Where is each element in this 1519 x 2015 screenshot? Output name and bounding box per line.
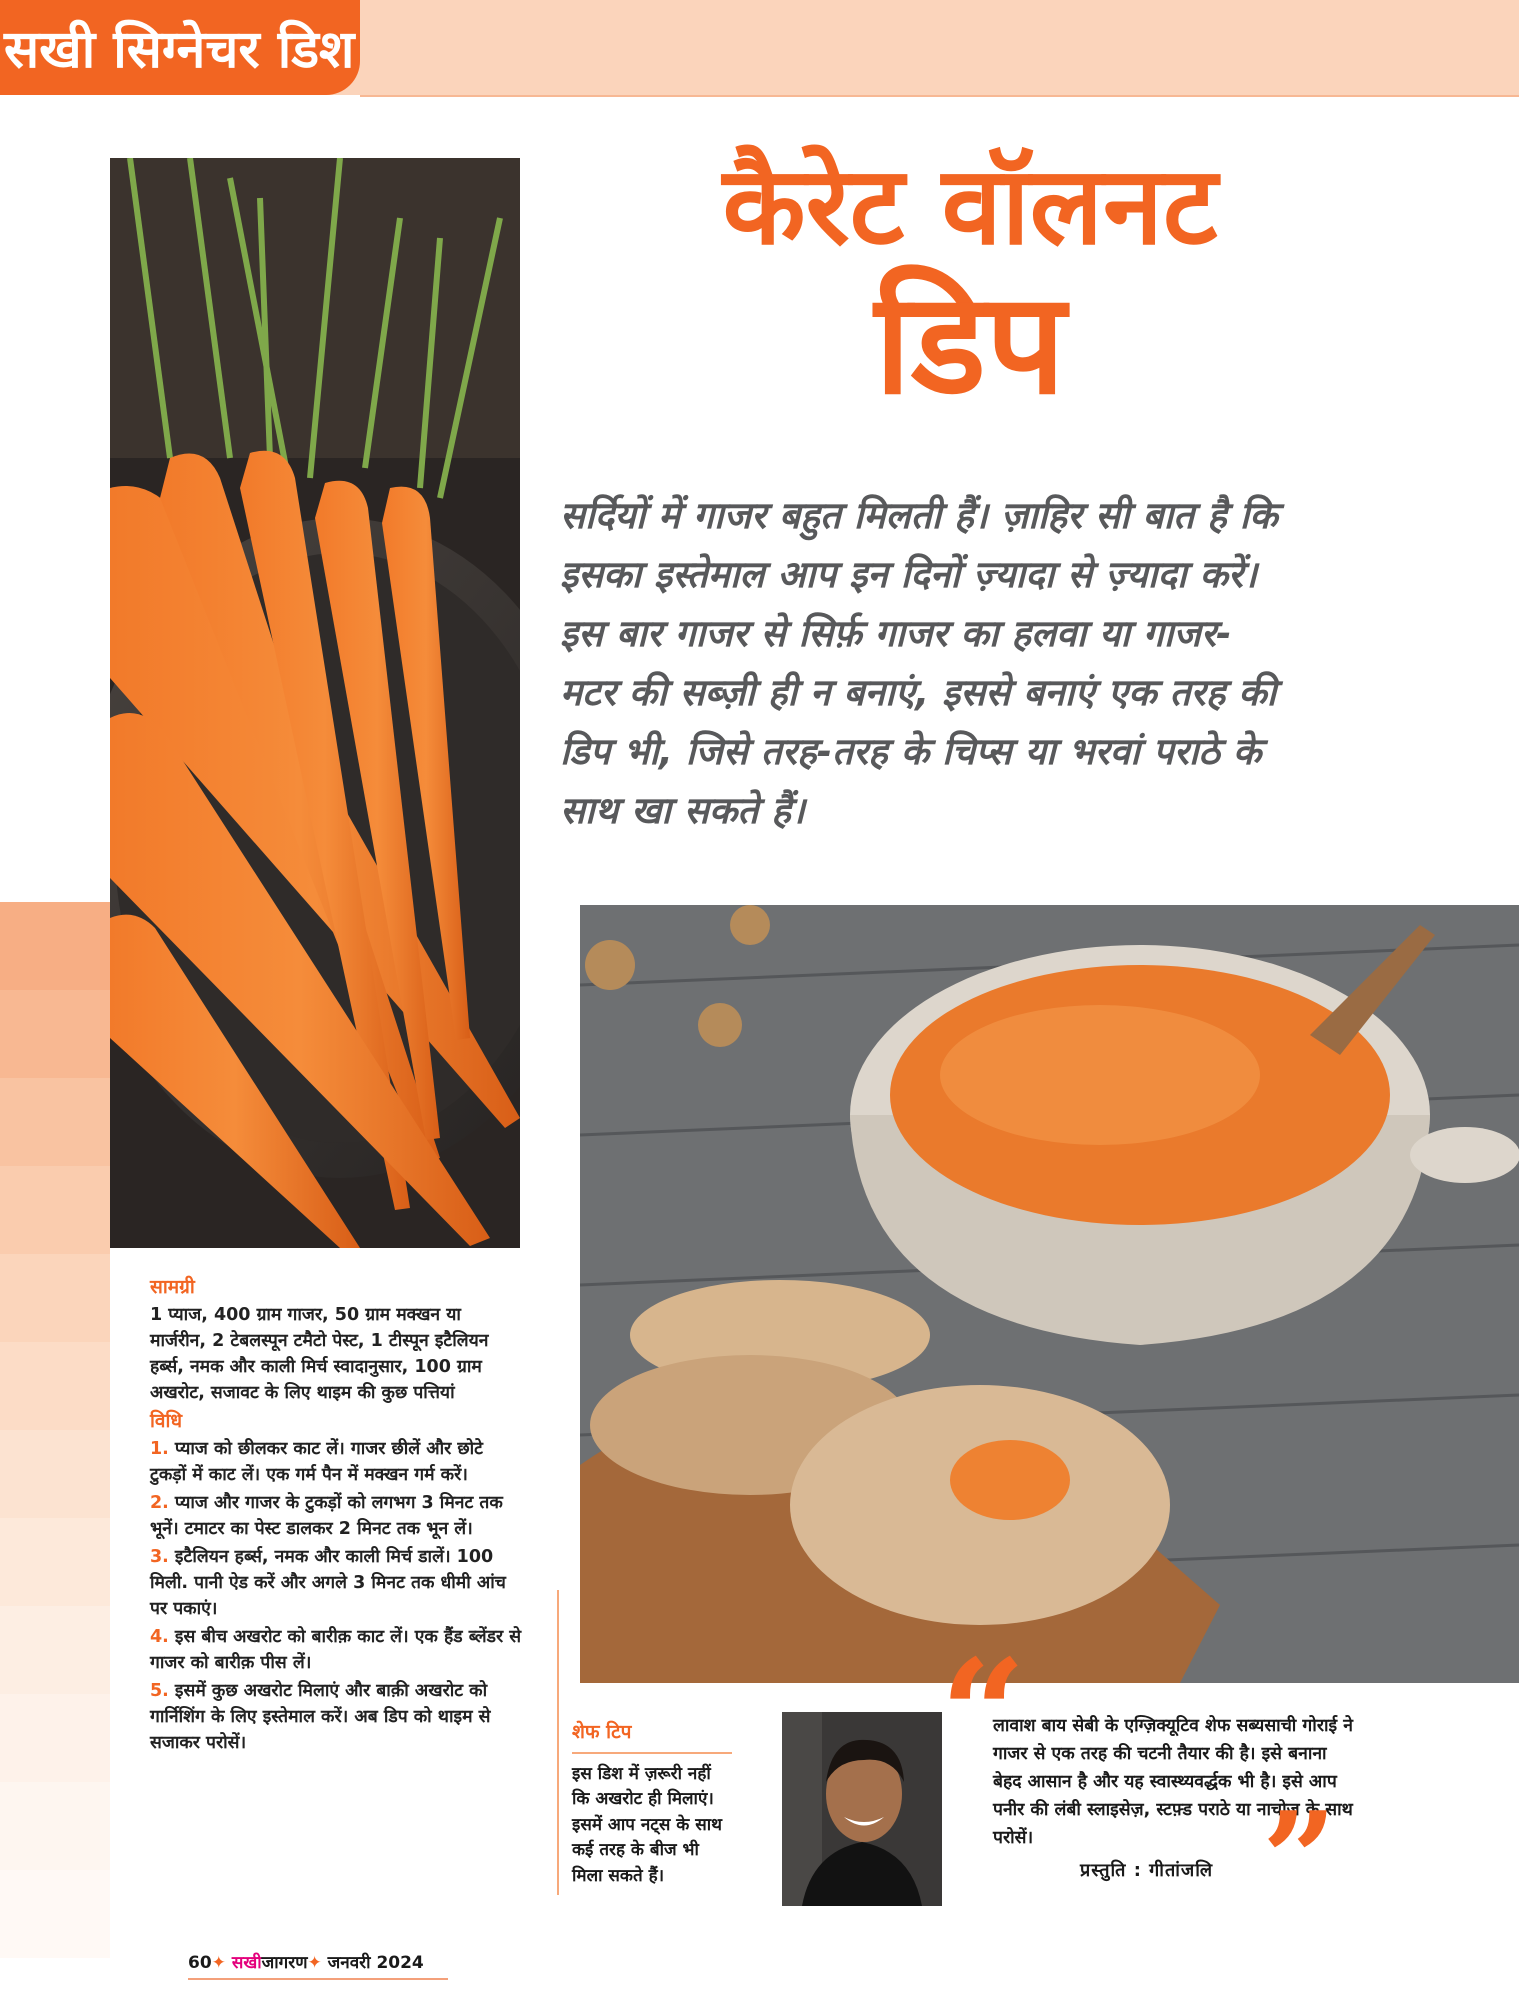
column-divider [557,1590,559,1895]
carrots-illustration [110,158,520,1248]
step-number: 3. [150,1547,169,1567]
section-label: सखी सिग्नेचर डिश [4,20,355,80]
chef-tip-text: इस डिश में ज़रूरी नहीं कि अखरोट ही मिलाएं। इसमें आप नट्स के साथ कई तरह के बीज भी मिला सकते हैं। [572,1763,723,1886]
decorative-stripes [0,902,110,1975]
magazine-brand-a: सखी [231,1953,262,1973]
title-line-1: कैरेट वॉलनट [722,144,1218,269]
open-quote-icon: “ [940,1627,1027,1803]
step-number: 1. [150,1439,169,1459]
chef-tip [572,1720,732,1889]
chef-tip-heading: शेफ टिप [572,1720,732,1754]
title-line-2: डिप [874,263,1066,427]
section-tab [0,0,360,95]
recipe-title [520,144,1420,427]
chef-quote: लावाश बाय सेबी के एग्ज़िक्यूटिव शेफ सब्यसाची गोराई ने गाजर से एक तरह की चटनी तैयार की है। इसे बनाना बेहद आसान है और यह स्वास्थ्यवर्द्धक भी है। इसे आप पनीर की लंबी स्लाइसेज़, स्टफ़्ड पराठे या नाचोज़ के साथ परोसें। [993,1716,1353,1848]
chef-illustration [782,1712,942,1906]
step-number: 4. [150,1627,169,1647]
method-step-3 [150,1544,522,1622]
method-heading: विधि [150,1410,183,1432]
intro-paragraph: सर्दियों में गाजर बहुत मिलती हैं। ज़ाहिर सी बात है कि इसका इस्तेमाल आप इन दिनों ज़्यादा से ज़्यादा करें। इस बार गाजर से सिर्फ़ गाजर का हलवा या गाजर-मटर की सब्ज़ी ही न बनाएं, इससे बनाएं एक तरह की डिप भी, जिसे तरह-तरह के चिप्स या भरवां पराठे के साथ खा सकते हैं। [560,494,1278,832]
carrot-dip-photo [580,905,1519,1683]
step-text: इटैलियन हर्ब्स, नमक और काली मिर्च डालें। 100 मिली. पानी ऐड करें और अगले 3 मिनट तक धीमी आंच पर पकाएं। [150,1547,506,1619]
star-icon: ✦ [307,1953,322,1973]
method-step-4 [150,1624,522,1676]
close-quote-icon: ” [1262,1783,1337,1936]
page-number: 60 [188,1953,212,1973]
star-icon: ✦ [211,1953,226,1973]
dip-illustration [580,905,1519,1683]
step-number: 5. [150,1681,169,1701]
magazine-brand-b: जागरण [261,1953,308,1973]
chef-portrait [782,1712,942,1906]
method-step-5 [150,1678,522,1756]
step-number: 2. [150,1493,169,1513]
footer-divider [188,1978,448,1980]
carrots-photo [110,158,520,1248]
step-text: प्याज और गाजर के टुकड़ों को लगभग 3 मिनट तक भूनें। टमाटर का पेस्ट डालकर 2 मिनट तक भून लें। [150,1493,503,1539]
method-step-2 [150,1490,522,1542]
recipe-text [150,1272,522,1758]
method-step-1 [150,1436,522,1488]
ingredients-heading: सामग्री [150,1276,195,1298]
ingredients-text: 1 प्याज, 400 ग्राम गाजर, 50 ग्राम मक्खन या मार्जरीन, 2 टेबलस्पून टमैटो पेस्ट, 1 टीस्पून इटैलियन हर्ब्स, नमक और काली मिर्च स्वादानुसार, 100 ग्राम अखरोट, सजावट के लिए थाइम की कुछ पत्तियां [150,1305,489,1403]
step-text: प्याज को छीलकर काट लें। गाजर छीलें और छोटे टुकड़ों में काट लें। एक गर्म पैन में मक्खन गर्म करें। [150,1439,483,1485]
credit-line: प्रस्तुति : गीतांजलि [1080,1860,1214,1881]
issue-date: जनवरी 2024 [327,1953,424,1973]
header-divider [360,95,1519,97]
page-footer [188,1950,424,1973]
step-text: इसमें कुछ अखरोट मिलाएं और बाक़ी अखरोट को गार्निशिंग के लिए इस्तेमाल करें। अब डिप को थाइम से सजाकर परोसें। [150,1681,491,1753]
step-text: इस बीच अखरोट को बारीक़ काट लें। एक हैंड ब्लेंडर से गाजर को बारीक़ पीस लें। [150,1627,522,1673]
